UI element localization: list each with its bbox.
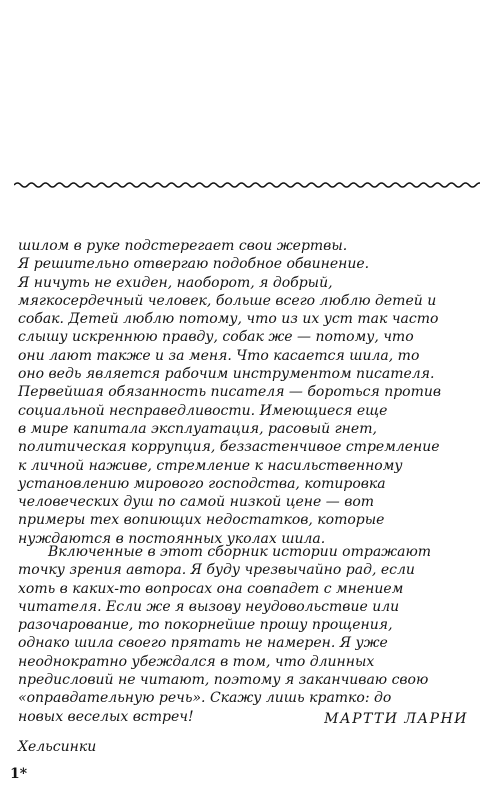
- text-line: шилом в руке подстерегает свои жертвы.: [18, 238, 348, 254]
- text-line: оно ведь является рабочим инструментом писателя.: [18, 366, 435, 383]
- text-line: точку зрения автора. Я буду чрезвычайно рад, если: [18, 562, 415, 579]
- text-line: в мире капитала эксплуатация, расовый гнет,: [18, 420, 377, 437]
- text-line: социальной несправедливости. Имеющиеся еще: [18, 402, 388, 419]
- text-line: человеческих душ по самой низкой цене — вот: [18, 494, 375, 511]
- text-line: политическая коррупция, беззастенчивое стремление: [18, 439, 440, 456]
- text-line: хоть в каких-то вопросах она совпадет с мнением: [18, 580, 404, 597]
- text-line: они лают также и за меня. Что касается шила, то: [18, 347, 420, 364]
- text-line: примеры тех вопиющих недостатков, которые: [18, 512, 385, 529]
- text-line: Я ничуть не ехиден, наоборот, я добрый,: [18, 274, 333, 291]
- text-line: Я решительно отвергаю подобное обвинение.: [18, 256, 370, 273]
- text-line: нуждаются в постоянных уколах шила.: [18, 530, 326, 547]
- text-line: слышу искреннюю правду, собак же — потому, что: [18, 329, 414, 346]
- paragraph-2: [18, 543, 470, 726]
- text-line: мягкосердечный человек, больше всего люблю детей и: [18, 292, 437, 309]
- wavy-divider: [14, 179, 480, 191]
- text-line: собак. Детей люблю потому, что из их уст так часто: [18, 311, 439, 328]
- wavy-divider-line: [14, 183, 480, 187]
- author-signature: МАРТТИ ЛАРНИ: [324, 711, 468, 727]
- text-line: к личной наживе, стремление к насильственному: [18, 457, 403, 474]
- printer-sheet-mark: 1*: [10, 766, 28, 782]
- text-line: «оправдательную речь». Скажу лишь кратко: до: [18, 690, 392, 707]
- text-line: предисловий не читают, поэтому я заканчиваю свою: [18, 672, 429, 689]
- text-line: новых веселых встреч!: [18, 708, 194, 725]
- text-line: неоднократно убеждался в том, что длинных: [18, 653, 375, 670]
- text-line: читателя. Если же я вызову неудовольствие или: [18, 598, 400, 615]
- text-line: Первейшая обязанность писателя — бороться против: [18, 384, 442, 401]
- text-line: однако шила своего прятать не намерен. Я уже: [18, 635, 388, 652]
- text-line: разочарование, то покорнейше прошу прощения,: [18, 617, 393, 634]
- place-name: Хельсинки: [18, 739, 97, 755]
- text-line: установлению мирового господства, котировка: [18, 475, 386, 492]
- paragraph-1: [18, 237, 470, 548]
- text-line-indented: Включенные в этот сборник истории отражают: [48, 544, 432, 560]
